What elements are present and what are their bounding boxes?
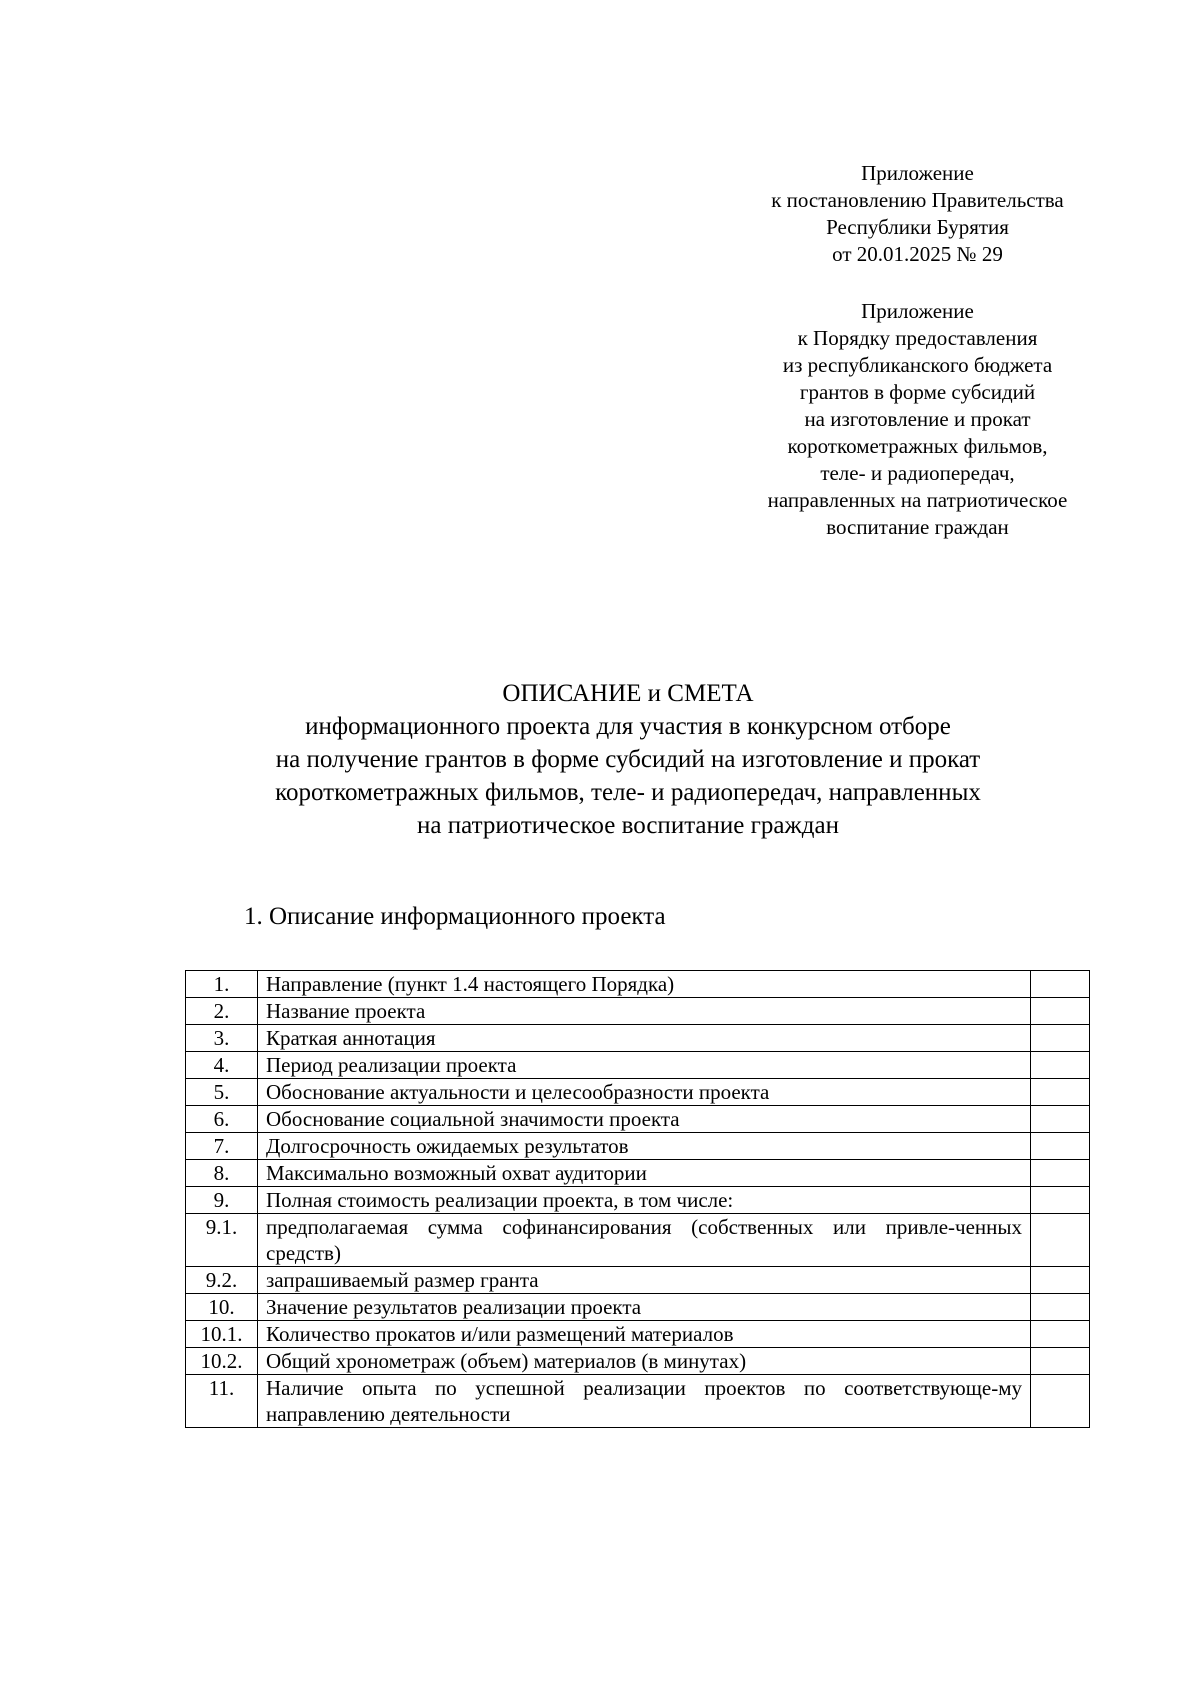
appendix-government-resolution <box>735 160 1100 268</box>
row-label: Общий хронометраж (объем) материалов (в минутах) <box>258 1348 1031 1375</box>
row-number: 9.2. <box>186 1267 258 1294</box>
appendix-grant-order <box>735 298 1100 541</box>
table-row <box>186 1160 1090 1187</box>
row-number: 4. <box>186 1052 258 1079</box>
table-row <box>186 1079 1090 1106</box>
appendix-line: из республиканского бюджета <box>782 353 1053 377</box>
appendix-line: Республики Бурятия <box>826 215 1009 239</box>
row-number: 3. <box>186 1025 258 1052</box>
row-number: 11. <box>186 1375 258 1428</box>
row-value-cell <box>1031 1348 1090 1375</box>
appendix-line: воспитание граждан <box>826 515 1009 539</box>
row-label: Наличие опыта по успешной реализации проектов по соответствующе-му направлению деятельности <box>258 1375 1031 1428</box>
row-label: Период реализации проекта <box>258 1052 1031 1079</box>
row-number: 5. <box>186 1079 258 1106</box>
table-row <box>186 1214 1090 1267</box>
table-row <box>186 1133 1090 1160</box>
appendix-line: Приложение <box>861 299 974 323</box>
table-row <box>186 998 1090 1025</box>
appendix-line: от 20.01.2025 № 29 <box>832 242 1003 266</box>
table-row <box>186 1294 1090 1321</box>
table-row <box>186 1321 1090 1348</box>
title-line: ОПИСАНИЕ и СМЕТА <box>502 680 754 707</box>
row-label: Количество прокатов и/или размещений материалов <box>258 1321 1031 1348</box>
title-line: короткометражных фильмов, теле- и радиопередач, направленных <box>275 779 981 806</box>
row-label: Направление (пункт 1.4 настоящего Порядка) <box>258 971 1031 998</box>
row-label: Краткая аннотация <box>258 1025 1031 1052</box>
row-value-cell <box>1031 1267 1090 1294</box>
row-number: 9. <box>186 1187 258 1214</box>
section-heading: 1. Описание информационного проекта <box>244 903 666 930</box>
row-value-cell <box>1031 1187 1090 1214</box>
table-row <box>186 1052 1090 1079</box>
row-label: Обоснование актуальности и целесообразности проекта <box>258 1079 1031 1106</box>
table-row <box>186 1375 1090 1428</box>
title-line: на получение грантов в форме субсидий на изготовление и прокат <box>275 746 981 773</box>
appendix-line: короткометражных фильмов, <box>787 434 1048 458</box>
row-value-cell <box>1031 1079 1090 1106</box>
row-number: 9.1. <box>186 1214 258 1267</box>
title-line: информационного проекта для участия в конкурсном отборе <box>305 713 951 740</box>
row-label: Значение результатов реализации проекта <box>258 1294 1031 1321</box>
row-value-cell <box>1031 1025 1090 1052</box>
table-row <box>186 1348 1090 1375</box>
row-number: 10. <box>186 1294 258 1321</box>
row-number: 10.2. <box>186 1348 258 1375</box>
row-value-cell <box>1031 1160 1090 1187</box>
row-number: 7. <box>186 1133 258 1160</box>
row-value-cell <box>1031 1294 1090 1321</box>
appendix-line: направленных на патриотическое <box>767 488 1068 512</box>
row-value-cell <box>1031 998 1090 1025</box>
appendix-line: на изготовление и прокат <box>804 407 1031 431</box>
row-number: 1. <box>186 971 258 998</box>
row-value-cell <box>1031 1375 1090 1428</box>
appendix-line: грантов в форме субсидий <box>799 380 1036 404</box>
row-number: 2. <box>186 998 258 1025</box>
row-value-cell <box>1031 1321 1090 1348</box>
appendix-line: теле- и радиопередач, <box>820 461 1015 485</box>
appendix-line: к Порядку предоставления <box>797 326 1038 350</box>
title-line: на патриотическое воспитание граждан <box>417 812 839 839</box>
table-row <box>186 1267 1090 1294</box>
table-row <box>186 1025 1090 1052</box>
appendix-line: Приложение <box>861 161 974 185</box>
row-number: 10.1. <box>186 1321 258 1348</box>
table-row <box>186 971 1090 998</box>
row-label: Обоснование социальной значимости проекта <box>258 1106 1031 1133</box>
appendix-line: к постановлению Правительства <box>771 188 1064 212</box>
row-value-cell <box>1031 1214 1090 1267</box>
row-number: 8. <box>186 1160 258 1187</box>
row-value-cell <box>1031 1106 1090 1133</box>
row-label: Максимально возможный охват аудитории <box>258 1160 1031 1187</box>
row-label: предполагаемая сумма софинансирования (собственных или привле-ченных средств) <box>258 1214 1031 1267</box>
row-label: Полная стоимость реализации проекта, в том числе: <box>258 1187 1031 1214</box>
row-value-cell <box>1031 971 1090 998</box>
project-description-table <box>185 970 1090 1428</box>
row-label: запрашиваемый размер гранта <box>258 1267 1031 1294</box>
table-row <box>186 1187 1090 1214</box>
table-row <box>186 1106 1090 1133</box>
row-number: 6. <box>186 1106 258 1133</box>
row-value-cell <box>1031 1052 1090 1079</box>
row-label: Долгосрочность ожидаемых результатов <box>258 1133 1031 1160</box>
document-title <box>0 677 1200 842</box>
row-label: Название проекта <box>258 998 1031 1025</box>
row-value-cell <box>1031 1133 1090 1160</box>
